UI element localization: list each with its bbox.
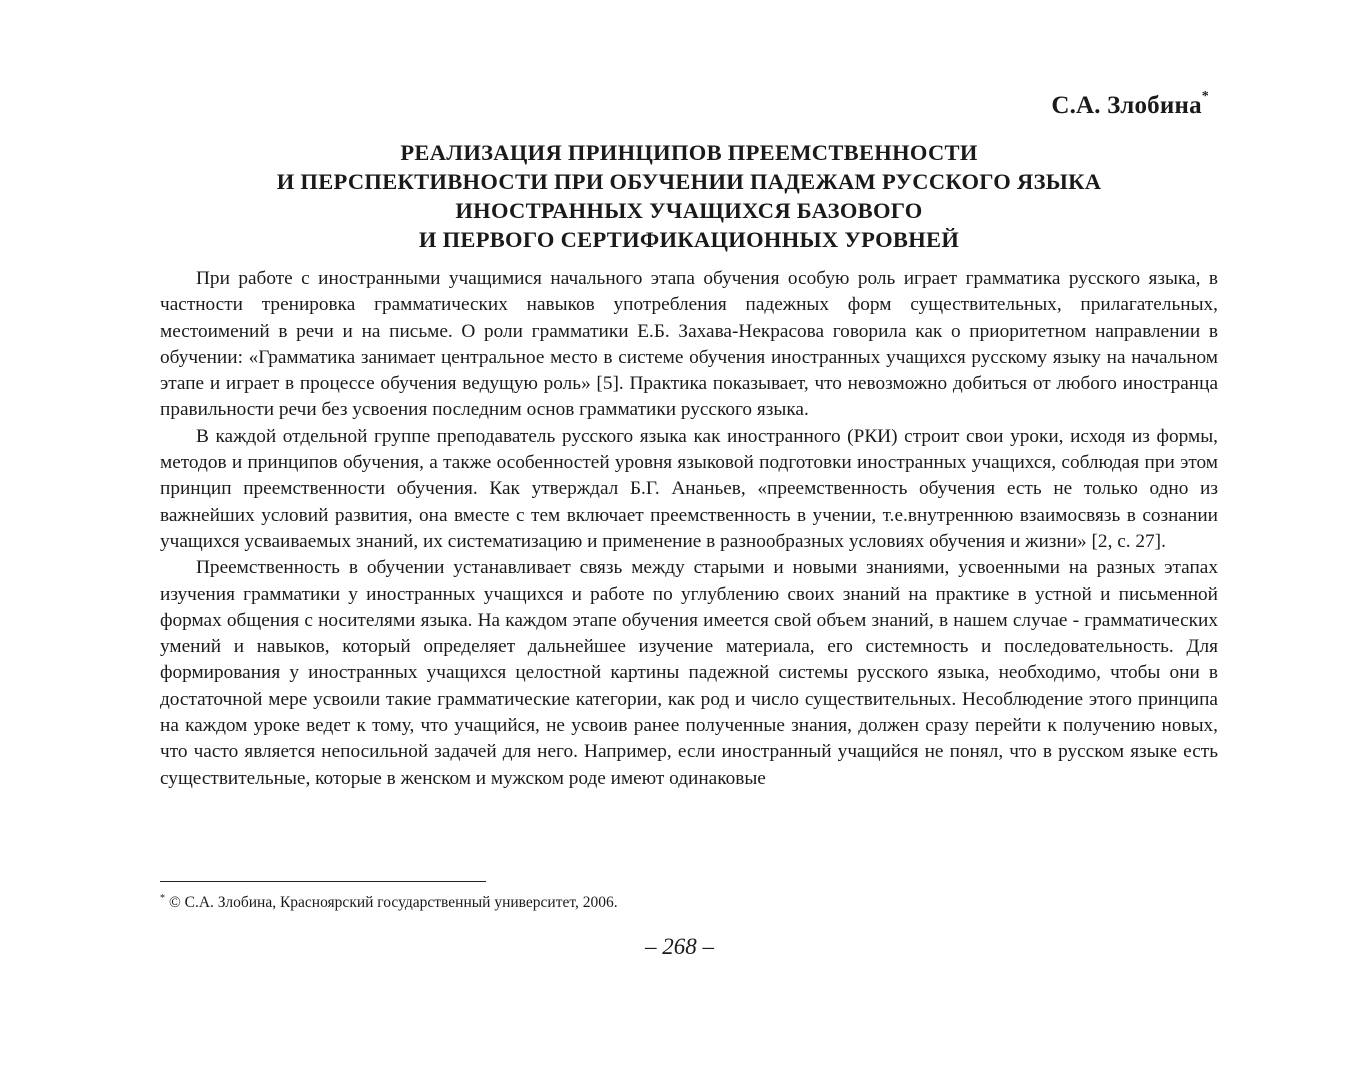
title-line: РЕАЛИЗАЦИЯ ПРИНЦИПОВ ПРЕЕМСТВЕННОСТИ (400, 140, 978, 165)
title-line: И ПЕРВОГО СЕРТИФИКАЦИОННЫХ УРОВНЕЙ (418, 227, 960, 252)
author-footnote-mark: * (1201, 88, 1209, 104)
footnote-text: © С.А. Злобина, Красноярский государственный университет, 2006. (169, 894, 618, 912)
article-body (160, 266, 1218, 792)
title-line: И ПЕРСПЕКТИВНОСТИ ПРИ ОБУЧЕНИИ ПАДЕЖАМ РУССКОГО ЯЗЫКА (276, 169, 1102, 194)
body-paragraph: При работе с иностранными учащимися начального этапа обучения особую роль играет грамматика русского языка, в частности тренировка грамматических навыков употребления падежных форм существительных, прилагательных, местоимений в речи и на письме. О роли грамматики Е.Б. Захава-Некрасова говорила как о приоритетном направлении в обучении: «Грамматика занимает центральное место в системе обучения иностранных учащихся русскому языку на начальном этапе и играет в процессе обучения ведущую роль» [5]. Практика показывает, что невозможно добиться от любого иностранца правильности речи без усвоения последним основ грамматики русского языка. (160, 268, 1218, 421)
footnote-mark: * (160, 893, 165, 904)
article-title (160, 138, 1218, 254)
author-text: С.А. Злобина (1051, 92, 1202, 119)
body-paragraph: Преемственность в обучении устанавливает связь между старыми и новыми знаниями, усвоенными на разных этапах изучения грамматики у иностранных учащихся и работе по углублению своих знаний на практике в устной и письменной формах общения с носителями языка. На каждом этапе обучения имеется свой объем знаний, в нашем случае - грамматических умений и навыков, который определяет дальнейшее изучение материала, его системность и последовательность. Для формирования у иностранных учащихся целостной картины падежной системы русского языка, необходимо, чтобы они в достаточной мере усвоили такие грамматические категории, как род и число существительных. Несоблюдение этого принципа на каждом уроке ведет к тому, что учащийся, не усвоив ранее полученные знания, должен сразу перейти к получению новых, что часто является непосильной задачей для него. Например, если иностранный учащийся не понял, что в русском языке есть существительные, которые в женском и мужском роде имеют одинаковые (160, 557, 1218, 789)
author-name (1051, 88, 1209, 120)
body-paragraph: В каждой отдельной группе преподаватель русского языка как иностранного (РКИ) строит свои уроки, исходя из формы, методов и принципов обучения, а также особенностей уровня языковой подготовки иностранных учащихся, соблюдая при этом принцип преемственности обучения. Как утверждал Б.Г. Ананьев, «преемственность обучения есть не только одно из важнейших условий развития, она вместе с тем включает преемственность в учении, т.е.внутреннюю взаимосвязь в сознании учащихся усваиваемых знаний, их систематизацию и применение в разнообразных условиях обучения и жизни» [2, с. 27]. (160, 425, 1218, 552)
page-number: – 268 – (645, 934, 714, 959)
title-line: ИНОСТРАННЫХ УЧАЩИХСЯ БАЗОВОГО (455, 198, 923, 223)
footnote-separator (160, 881, 486, 882)
footnote (160, 893, 618, 912)
